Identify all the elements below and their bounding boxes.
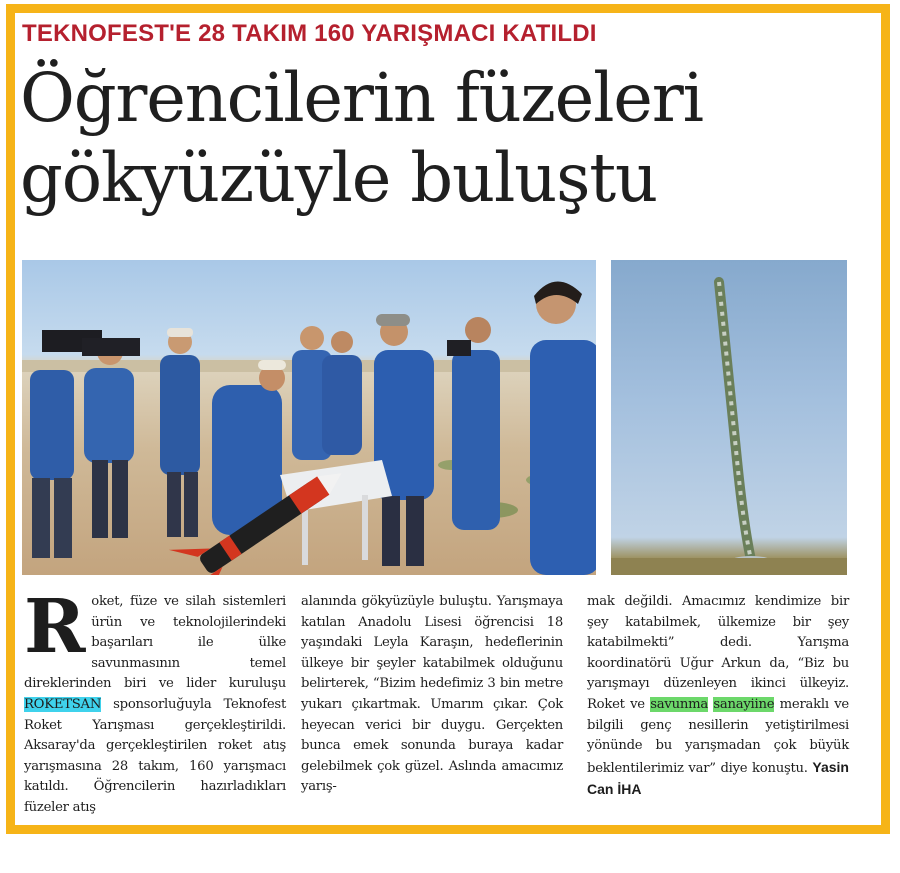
main-photo-illustration xyxy=(22,260,596,575)
column-3-text-a: mak değildi. Amacımız kendimize bir şey katabilmek, ülkemize bir şey katabilmekti” dedi. Yarışma koordinatörü Uğur Arkun da, “Biz bu yarışmayı düzenleyen ikinci ülkeyiz. Roket ve xyxy=(587,594,849,712)
headline-line-1: Öğrencilerin füzeleri xyxy=(20,59,703,137)
drop-cap: R xyxy=(24,584,86,670)
person-foreground-right xyxy=(530,281,596,575)
highlight-roketsan: ROKETSAN xyxy=(24,696,102,712)
column-2-text: alanında gökyüzüyle buluştu. Yarışmaya katılan Anadolu Lisesi öğrencisi 18 yaşındaki Leyla Karaşın, hedeflerinin ülkeye bir şeyler katabilmek olduğunu belirterek, “Bizim hedefimiz 3 bin metre yukarı çıkartmak. Umarım çıkar. Çok heyecan verici bir duygu. Gerçekten bunca emek sonunda buraya kadar gelebilmek çok güzel. Aslında amacımız yarış- xyxy=(301,594,563,795)
person-background-cap xyxy=(160,328,200,537)
table-leg xyxy=(302,510,308,565)
article-column-1 xyxy=(24,584,286,819)
person-cameraman-left xyxy=(30,370,74,558)
person-cap-pointing xyxy=(374,314,434,566)
main-photo xyxy=(22,260,596,575)
person-group-middle xyxy=(292,326,362,460)
highlight-savunma: savunma xyxy=(650,696,708,712)
article-column-2 xyxy=(301,592,563,798)
table-leg xyxy=(362,495,368,560)
byline: Yasin Can İHA xyxy=(587,758,849,798)
headline-line-2: gökyüzüyle buluştu xyxy=(20,139,657,217)
ground-strip xyxy=(611,558,847,575)
article-kicker: TEKNOFEST'E 28 TAKIM 160 YARIŞMACI KATILDI xyxy=(22,20,597,47)
video-camera-second xyxy=(82,338,140,356)
column-1-text-b: sponsorluğuyla Teknofest Roket Yarışması gerçekleştirildi. Aksaray'da gerçekleştirilen roket atış yarışmasına 28 takım, 160 yarışmacı katıldı. Öğrencilerin hazırladıkları füzeler atış xyxy=(24,696,286,815)
column-1-text-a: oket, füze ve silah sistemleri ürün ve teknolojilerindeki başarıları ile ülke savunmasının temel direklerinden biri ve lider kuruluşu xyxy=(24,594,286,692)
highlight-sanayiine: sanayiine xyxy=(713,696,775,712)
side-photo-illustration xyxy=(611,260,847,575)
article-headline xyxy=(20,58,870,218)
column-3-text-b: meraklı ve bilgili genç nesillerin yetiştirilmesi yönünde bu yarışmadan çok büyük beklentilerimiz var” diye konuştu. xyxy=(587,696,849,776)
article-column-3 xyxy=(587,592,849,802)
side-photo xyxy=(611,260,847,575)
person-background-right xyxy=(447,317,500,530)
